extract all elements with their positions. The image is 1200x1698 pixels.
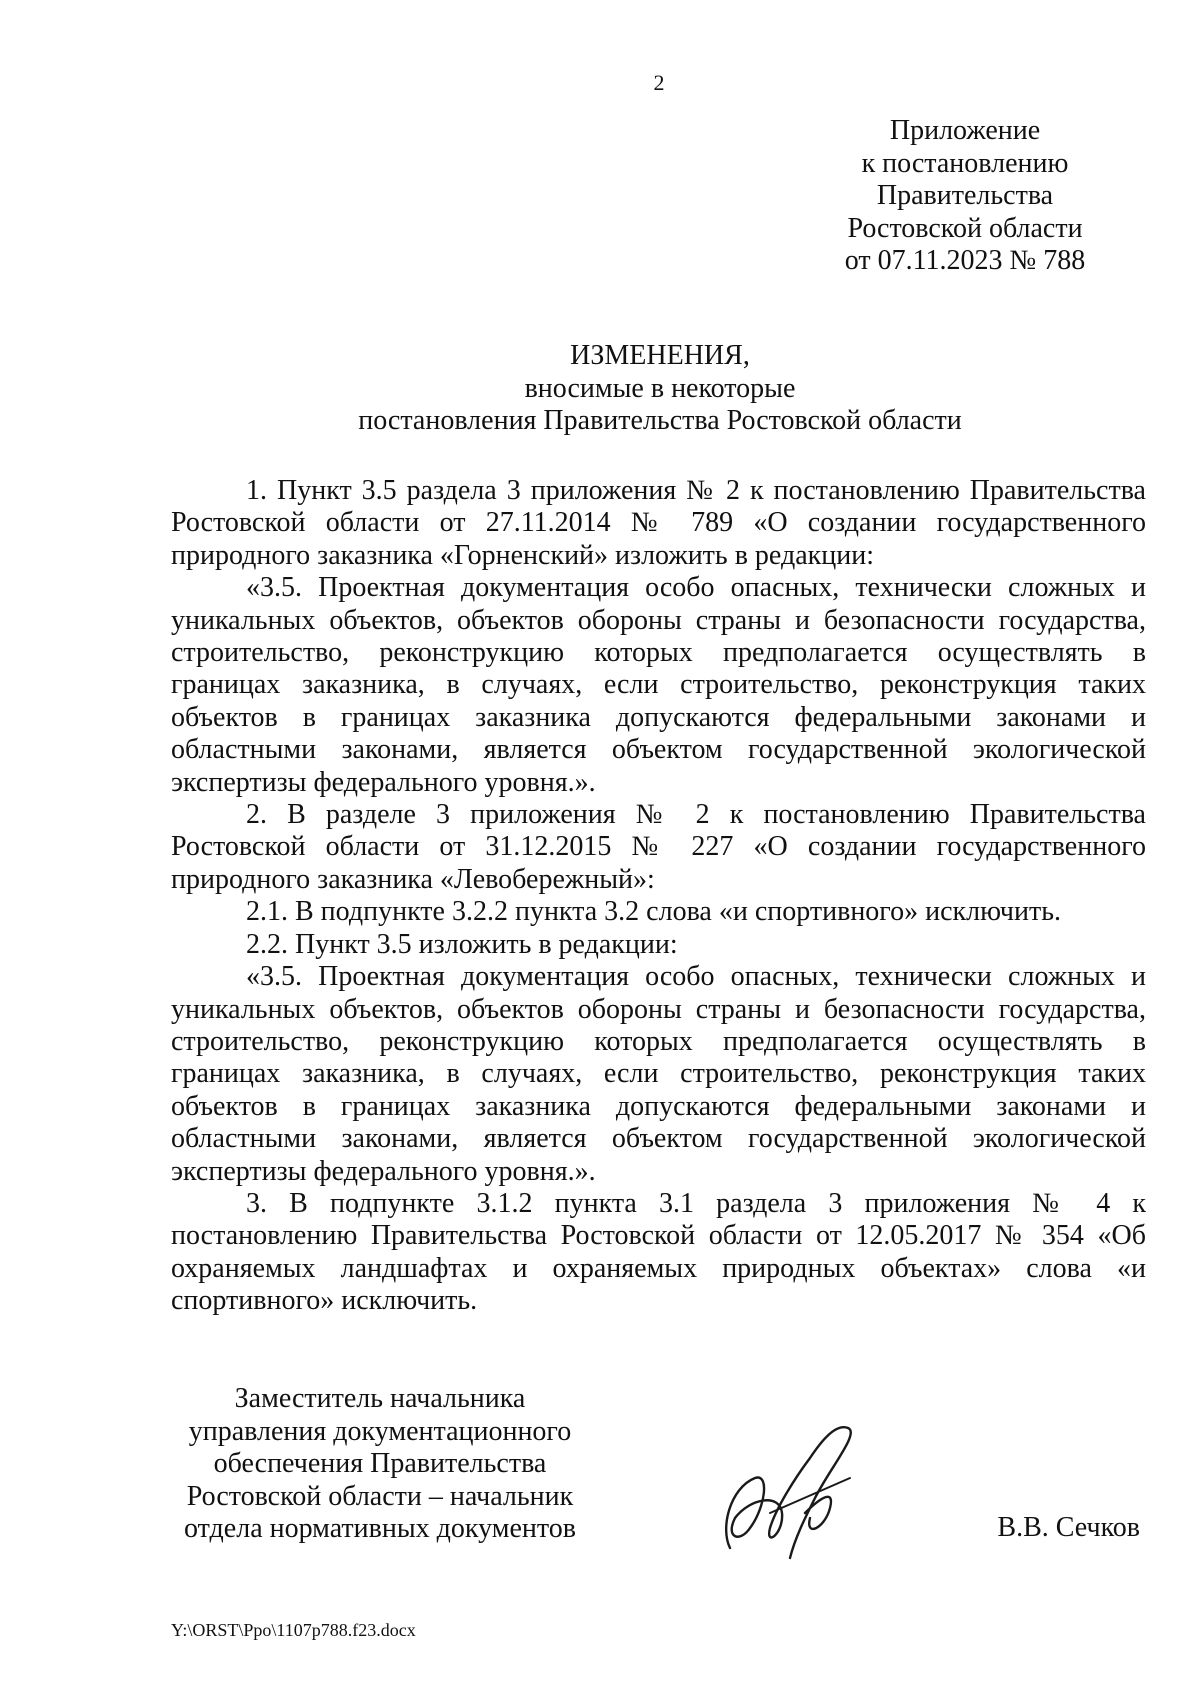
title-line: постановления Правительства Ростовской области — [358, 405, 962, 436]
paragraph: 2.2. Пункт 3.5 изложить в редакции: — [246, 928, 678, 960]
file-path: Y:\ORST\Ppo\1107p788.f23.docx — [171, 1620, 416, 1640]
signer-line: Заместитель начальника — [234, 1383, 526, 1414]
signer-line: отдела нормативных документов — [184, 1513, 576, 1544]
appendix-line: от 07.11.2023 № 788 — [844, 245, 1086, 276]
paragraph: 3. В подпункте 3.1.2 пункта 3.1 раздела 3 приложения № 4 к постановлению Правительства Ростовской области от 12.05.2017 № 354 «Об охраняемых ландшафтах и охраняемых природных объектах» слова «и спортивного» исключить. — [171, 1187, 1146, 1317]
appendix-line: к постановлению — [861, 147, 1069, 179]
handwritten-signature — [710, 1418, 870, 1568]
signer-line: управления документационного — [188, 1415, 572, 1447]
paragraph: «3.5. Проектная документация особо опасных, технически сложных и уникальных объектов, объектов обороны страны и безопасности государства, строительство, реконструкцию которых предполагается осуществлять в границах заказника, в случаях, если строительство, реконструкция таких объектов в границах заказника допускаются федеральными законами и областными законами, является объектом государственной экологической экспертизы федерального уровня.». — [171, 961, 1146, 1187]
appendix-line: Приложение — [889, 115, 1041, 146]
paragraph: 2.1. В подпункте 3.2.2 пункта 3.2 слова «и спортивного» исключить. — [246, 896, 1062, 928]
paragraph: «3.5. Проектная документация особо опасных, технически сложных и уникальных объектов, объектов обороны страны и безопасности государства, строительство, реконструкцию которых предполагается осуществлять в границах заказника, в случаях, если строительство, реконструкция таких объектов в границах заказника допускаются федеральными законами и областными законами, является объектом государственной экологической экспертизы федерального уровня.». — [171, 572, 1146, 798]
title-heading: ИЗМЕНЕНИЯ, — [570, 340, 750, 371]
signer-line: обеспечения Правительства — [213, 1448, 547, 1479]
paragraph: 1. Пункт 3.5 раздела 3 приложения № 2 к постановлению Правительства Ростовской области от 27.11.2014 № 789 «О создании государственного природного заказника «Горненский» изложить в редакции: — [171, 475, 1146, 571]
paragraph: 2. В разделе 3 приложения № 2 к постановлению Правительства Ростовской области от 31.12.2015 № 227 «О создании государственного природного заказника «Левобережный»: — [171, 799, 1146, 895]
appendix-block — [820, 115, 1110, 278]
appendix-line: Ростовской области — [847, 212, 1083, 244]
signer-position — [170, 1383, 590, 1546]
signer-line: Ростовской области – начальник — [186, 1480, 574, 1512]
document-body — [171, 475, 1146, 1318]
document-title — [170, 340, 1150, 438]
signer-name: В.В. Сечков — [997, 1512, 1140, 1543]
appendix-line: Правительства — [876, 180, 1054, 211]
page-number: 2 — [653, 70, 665, 95]
title-line: вносимые в некоторые — [524, 372, 796, 404]
